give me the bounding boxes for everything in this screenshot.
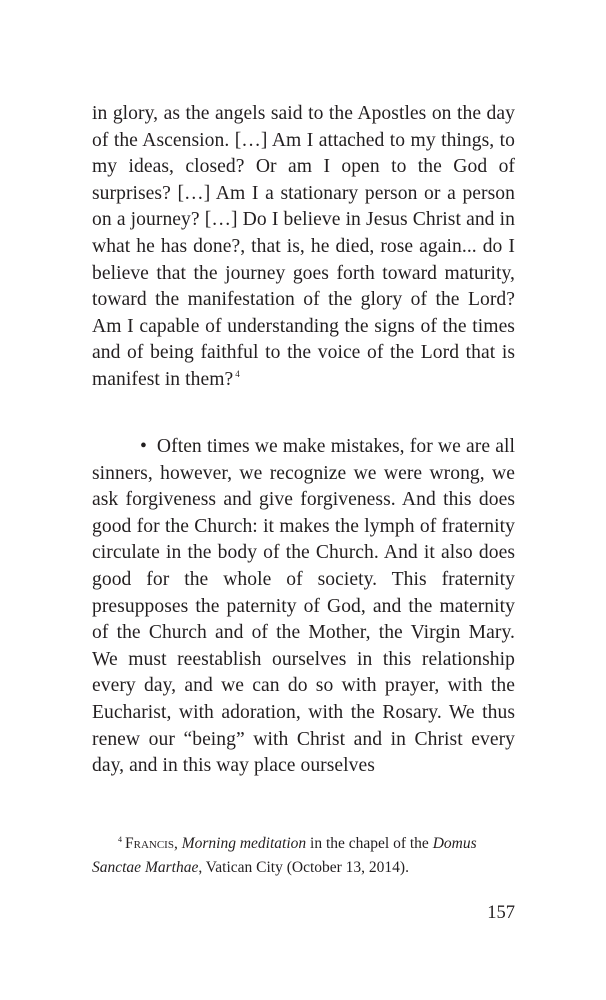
footnote-end: , Vatican City (October 13, 2014). [198, 859, 409, 876]
page-number: 157 [487, 903, 515, 923]
footnote [92, 833, 515, 879]
bullet-icon: • [140, 436, 147, 457]
footnote-number: 4 [118, 835, 122, 844]
body-paragraph-2 [92, 434, 515, 780]
paragraph-2-text: Often times we make mistakes, for we are all sinners, however, we recognize we were wrong, we ask forgiveness and give forgiveness. And this does good for the Church: it makes the lymph of fraternity circulate in the body of the Church. And it also does good for the whole of society. This fraternity presupposes the paternity of God, and the maternity of the Church and of the Mother, the Virgin Mary. We must reestablish ourselves in this relationship every day, and we can do so with prayer, with the Eucharist, with adoration, with the Rosary. We thus renew our “being” with Christ and in Christ every day, and in this way place ourselves [92, 436, 515, 777]
footnote-middle: in the chapel of the [306, 835, 433, 852]
footnote-work-title: Morning meditation [181, 835, 307, 852]
footnote-reference[interactable]: 4 [235, 368, 240, 379]
footnote-author: Francis [125, 835, 174, 852]
paragraph-1-text: in glory, as the angels said to the Apostles on the day of the Ascension. […] Am I attached to my things, to my ideas, closed? Or am I open to the God of surprises? […] Am I a stationary person or a person on a journey? […] Do I believe in Jesus Christ and in what he has done?, that is, he died, rose again... do I believe that the journey goes forth toward maturity, toward the manifestation of the glory of the Lord? Am I capable of understanding the signs of the times and of being faithful to the voice of the Lord that is manifest in them? [92, 103, 515, 390]
body-paragraph-1 [92, 101, 515, 396]
footnote-place: Domus Sanctae Marthae [92, 835, 477, 876]
footnote-sep: , [173, 835, 182, 852]
